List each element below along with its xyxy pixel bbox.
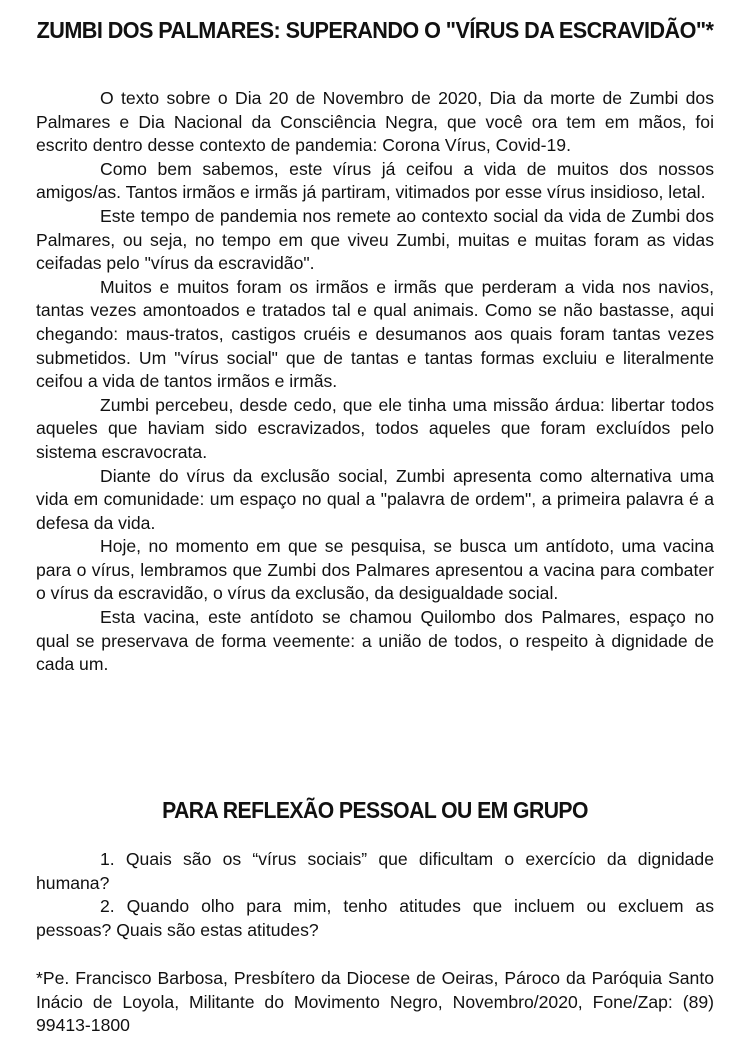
section-title: PARA REFLEXÃO PESSOAL OU EM GRUPO — [162, 797, 588, 823]
author-footnote — [36, 967, 714, 1038]
footnote-text: *Pe. Francisco Barbosa, Presbítero da Diocese de Oeiras, Pároco da Paróquia Santo Inácio de Loyola, Militante do Movimento Negro, Novembro/2020, Fone/Zap: (89) 99413-1800 — [36, 968, 714, 1036]
reflection-questions — [36, 848, 714, 942]
paragraph: Zumbi percebeu, desde cedo, que ele tinha uma missão árdua: libertar todos aqueles que haviam sido escravizados, todos aqueles que foram excluídos pelo sistema escravocrata. — [36, 394, 714, 462]
question-item: 1. Quais são os “vírus sociais” que dificultam o exercício da dignidade humana? — [36, 849, 714, 893]
paragraph: Diante do vírus da exclusão social, Zumbi apresenta como alternativa uma vida em comunidade: um espaço no qual a "palavra de ordem", a primeira palavra é a defesa da vida. — [36, 465, 714, 533]
question-item: 2. Quando olho para mim, tenho atitudes que incluem ou excluem as pessoas? Quais são estas atitudes? — [36, 896, 714, 940]
document-body — [36, 87, 714, 677]
paragraph: Hoje, no momento em que se pesquisa, se busca um antídoto, uma vacina para o vírus, lembramos que Zumbi dos Palmares apresentou a vacina para combater o vírus da escravidão, o vírus da exclusão, da desigualdade social. — [36, 536, 714, 604]
paragraph: Esta vacina, este antídoto se chamou Quilombo dos Palmares, espaço no qual se preservava de forma veemente: a união de todos, o respeito à dignidade de cada um. — [36, 607, 714, 675]
paragraph: Como bem sabemos, este vírus já ceifou a vida de muitos dos nossos amigos/as. Tantos irmãos e irmãs já partiram, vitimados por esse vírus insidioso, letal. — [36, 158, 714, 203]
paragraph: O texto sobre o Dia 20 de Novembro de 2020, Dia da morte de Zumbi dos Palmares e Dia Nacional da Consciência Negra, que você ora tem em mãos, foi escrito dentro desse contexto de pandemia: Corona Vírus, Covid-19. — [36, 88, 714, 156]
document-title: ZUMBI DOS PALMARES: SUPERANDO O "VÍRUS DA ESCRAVIDÃO"* — [36, 17, 714, 43]
paragraph: Muitos e muitos foram os irmãos e irmãs que perderam a vida nos navios, tantas vezes amontoados e tratados tal e qual animais. Como se não bastasse, aqui chegando: maus-tratos, castigos cruéis e desumanos aos quais foram tantas vezes submetidos. Um "vírus social" que de tantas e tantas formas excluiu e literalmente ceifou a vida de tantos irmãos e irmãs. — [36, 276, 714, 392]
paragraph: Este tempo de pandemia nos remete ao contexto social da vida de Zumbi dos Palmares, ou seja, no tempo em que viveu Zumbi, muitas e muitas foram as vidas ceifadas pelo "vírus da escravidão". — [36, 205, 714, 274]
